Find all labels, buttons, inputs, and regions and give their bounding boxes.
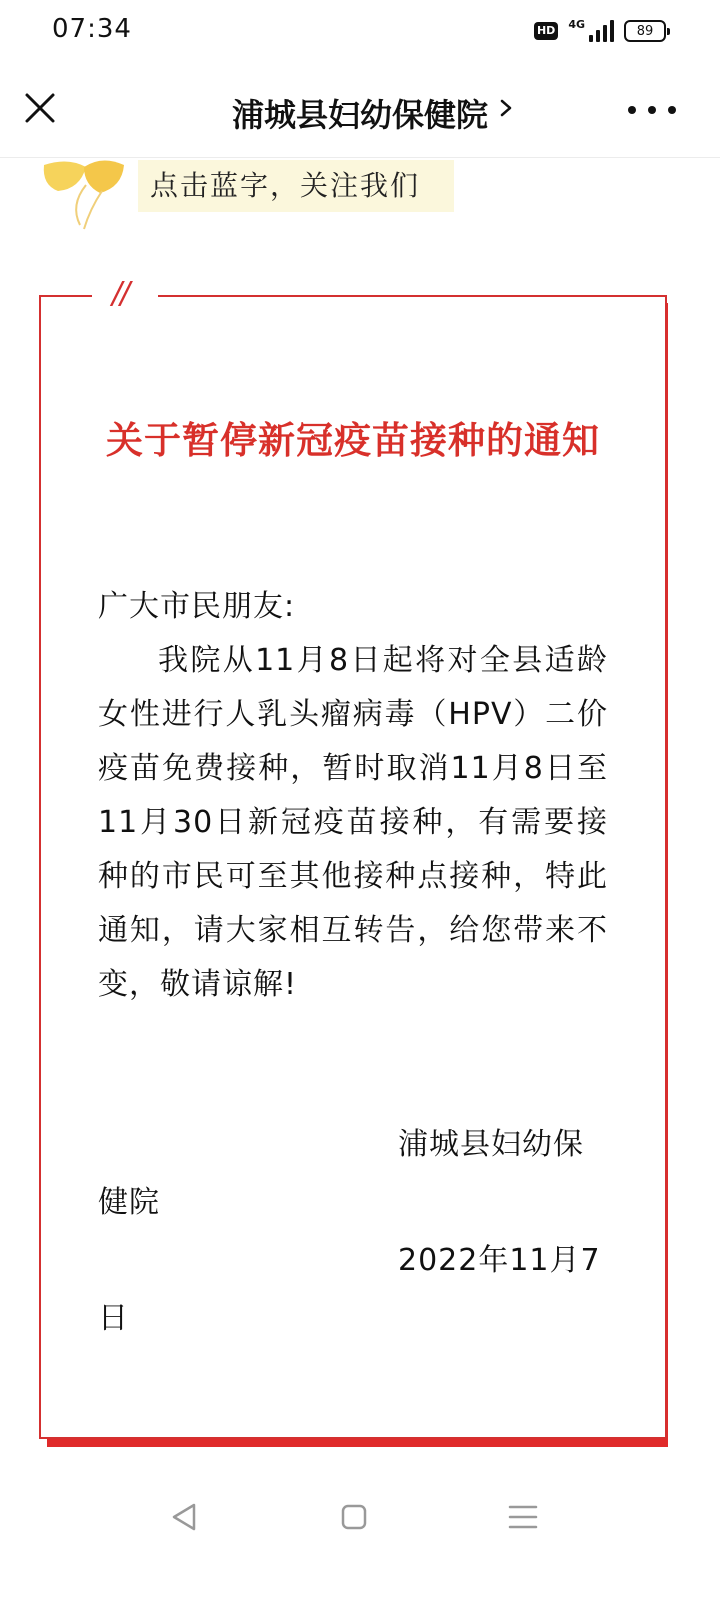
chevron-right-icon[interactable] — [496, 98, 516, 118]
notice-title: 关于暂停新冠疫苗接种的通知 — [106, 419, 600, 462]
status-icons — [534, 18, 666, 44]
menu-lines-icon[interactable] — [508, 1504, 538, 1530]
follow-text[interactable]: 点击蓝字，关注我们 — [150, 169, 421, 202]
page-title[interactable]: 浦城县妇幼保健院 — [231, 96, 488, 134]
status-time: 07:34 — [52, 14, 132, 44]
nav-bar — [0, 1490, 720, 1560]
network-label: 4G — [568, 18, 585, 31]
notice-paragraph: 我院从11月8日起将对全县适龄女性进行人乳头瘤病毒（HPV）二价疫苗免费接种，暂时取消11月8日至11月30日新冠疫苗接种，有需要接种的市民可至其他接种点接种，特此通知，请大家相互转告，给您带来不变，敬请谅解! — [98, 643, 608, 1002]
battery-icon — [624, 20, 666, 42]
status-bar — [0, 0, 720, 62]
battery-level: 89 — [636, 23, 654, 39]
title-bar — [0, 62, 720, 158]
slash-mark: // — [112, 276, 129, 311]
home-square-icon[interactable] — [340, 1503, 368, 1531]
back-triangle-icon[interactable] — [170, 1502, 198, 1532]
notice-date: 2022年11月7日 — [98, 1243, 601, 1336]
notice-body — [98, 580, 608, 1012]
more-icon[interactable] — [626, 102, 678, 118]
ginkgo-leaf-icon — [40, 155, 130, 235]
notice-greeting: 广大市民朋友: — [98, 589, 296, 624]
signature-block — [98, 1116, 608, 1348]
notice-signature: 浦城县妇幼保健院 — [98, 1127, 584, 1220]
hd-badge: HD — [534, 22, 558, 40]
signal-icon — [589, 20, 614, 42]
